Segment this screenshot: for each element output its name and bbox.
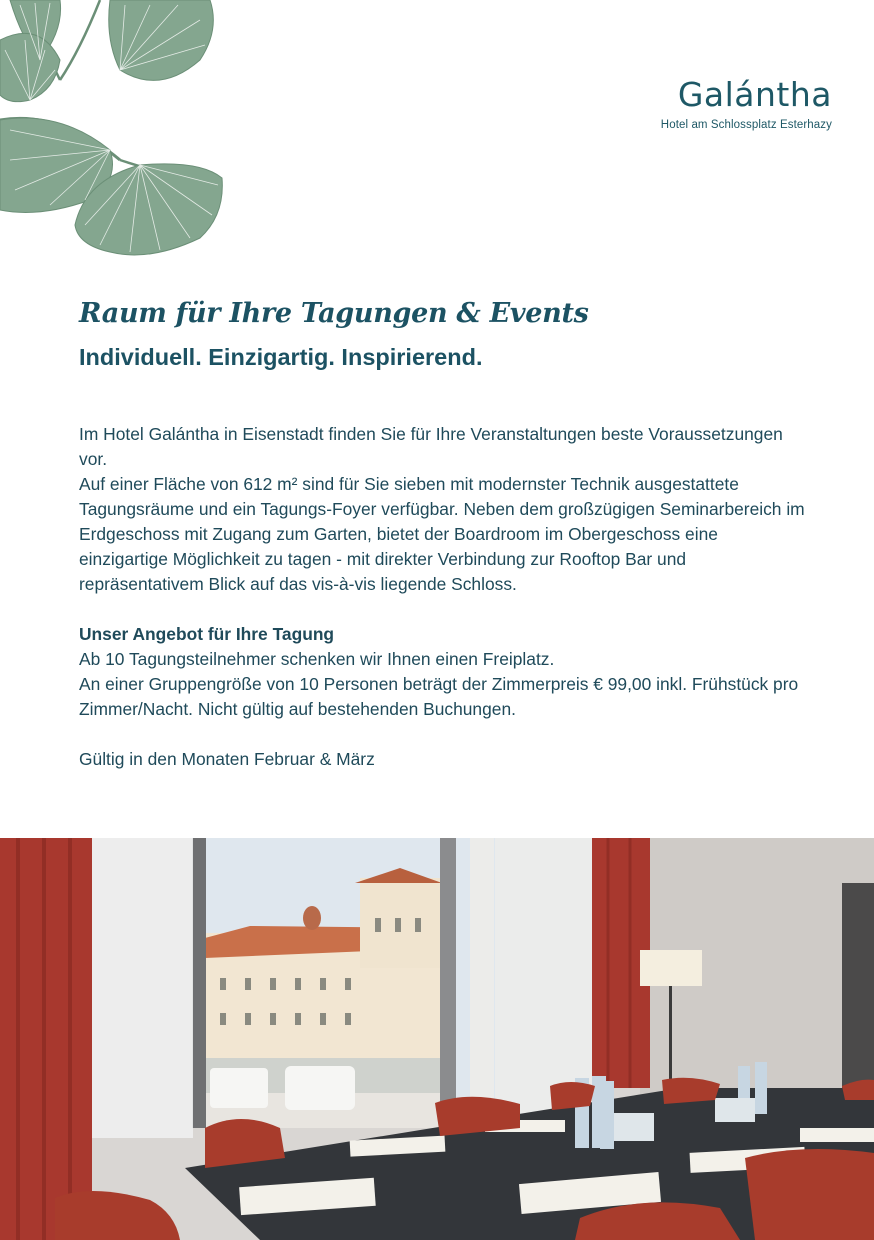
- intro-paragraph-2: Auf einer Fläche von 612 m² sind für Sie sieben mit modernster Technik ausgestattete Tagungsräume und ein Tagungs-Foyer verfügbar. Neben dem großzügigen Seminarbereich im Erdgeschoss mit Zugang zum Garten, bietet der Boardroom im Obergeschoss eine einzigartige Möglichkeit zu tagen - mit direkter Verbindung zur Rooftop Bar und repräsentativem Blick auf das vis-à-vis liegende Schloss.: [79, 474, 805, 594]
- offer-heading: Unser Angebot für Ihre Tagung: [79, 624, 335, 644]
- conference-room-photo: [0, 838, 874, 1240]
- brand-tagline: Hotel am Schlossplatz Esterhazy: [660, 119, 832, 131]
- offer-line-2: An einer Gruppengröße von 10 Personen beträgt der Zimmerpreis € 99,00 inkl. Frühstück pro Zimmer/Nacht. Nicht gültig auf bestehenden Buchungen.: [79, 674, 799, 719]
- ginkgo-leaf-ornament-icon: [0, 0, 230, 260]
- validity-note: Gültig in den Monaten Februar & März: [79, 749, 375, 769]
- page-title: Raum für Ihre Tagungen & Events: [79, 298, 589, 329]
- page-subtitle: Individuell. Einzigartig. Inspirierend.: [79, 344, 483, 370]
- offer-line-1: Ab 10 Tagungsteilnehmer schenken wir Ihnen einen Freiplatz.: [79, 649, 555, 669]
- body-text: [79, 422, 809, 772]
- intro-paragraph-1: Im Hotel Galántha in Eisenstadt finden Sie für Ihre Veranstaltungen beste Voraussetzungen vor.: [79, 424, 783, 469]
- brand-name: Galántha: [677, 75, 832, 114]
- brand-logo: [592, 75, 832, 131]
